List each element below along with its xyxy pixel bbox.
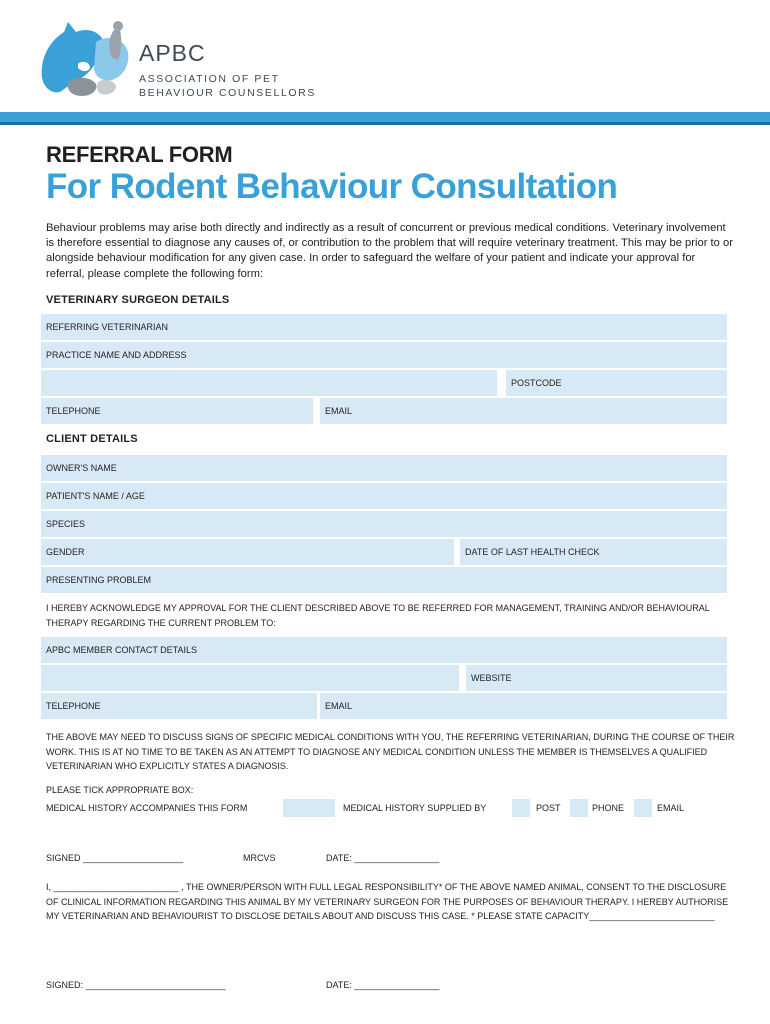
- presenting-problem-field[interactable]: PRESENTING PROBLEM: [41, 567, 727, 593]
- practice-address-field[interactable]: PRACTICE NAME AND ADDRESS: [41, 342, 727, 368]
- email-label: EMAIL: [657, 803, 685, 813]
- vet-email-field[interactable]: EMAIL: [320, 398, 727, 424]
- phone-label: PHONE: [592, 803, 625, 813]
- post-checkbox[interactable]: [512, 799, 530, 817]
- referring-vet-field[interactable]: REFERRING VETERINARIAN: [41, 314, 727, 340]
- member-contact-field[interactable]: APBC MEMBER CONTACT DETAILS: [41, 637, 727, 663]
- member-telephone-field[interactable]: TELEPHONE: [41, 693, 317, 719]
- phone-checkbox[interactable]: [570, 799, 588, 817]
- email-checkbox[interactable]: [634, 799, 652, 817]
- vet-signature-line[interactable]: SIGNED ____________________: [46, 853, 184, 863]
- history-accompanies-checkbox[interactable]: [283, 799, 335, 817]
- owner-name-field[interactable]: OWNER'S NAME: [41, 455, 727, 481]
- org-name: [139, 72, 316, 100]
- gender-field[interactable]: GENDER: [41, 539, 454, 565]
- tick-instruction: PLEASE TICK APPROPRIATE BOX:: [46, 785, 194, 795]
- postcode-field[interactable]: POSTCODE: [506, 370, 727, 396]
- member-contact-field-line-2[interactable]: [41, 665, 459, 691]
- history-accompanies-label: MEDICAL HISTORY ACCOMPANIES THIS FORM: [46, 803, 248, 813]
- vet-section-heading: VETERINARY SURGEON DETAILS: [46, 294, 230, 306]
- patient-name-age-field[interactable]: PATIENT'S NAME / AGE: [41, 483, 727, 509]
- owner-consent-text: I, _________________________ , THE OWNER/PERSON WITH FULL LEGAL RESPONSIBILITY* OF THE ABOVE NAMED ANIMAL, CONSENT TO THE DISCLOSURE OF CLINICAL INFORMATION REGARDING THIS ANIMAL BY MY VETERINARY SURGEON FOR THE PURPOSES OF BEHAVIOUR THERAPY. I HEREBY AUTHORISE MY VETERINARIAN AND BEHAVIOURIST TO DISCLOSE DETAILS ABOUT AND DISCUSS THIS CASE. * PLEASE STATE CAPACITY_________________________: [46, 882, 729, 921]
- form-title: REFERRAL FORM: [46, 142, 233, 167]
- owner-signature-line[interactable]: SIGNED: ____________________________: [46, 980, 226, 990]
- post-label: POST: [536, 803, 561, 813]
- vet-telephone-field[interactable]: TELEPHONE: [41, 398, 313, 424]
- owner-signature-date[interactable]: DATE: _________________: [326, 980, 440, 990]
- header-divider-bar: [0, 112, 770, 125]
- org-name-line-2: BEHAVIOUR COUNSELLORS: [139, 87, 316, 99]
- vet-signature-date[interactable]: DATE: _________________: [326, 853, 440, 863]
- org-name-line-1: ASSOCIATION OF PET: [139, 73, 280, 85]
- disclaimer-text: THE ABOVE MAY NEED TO DISCUSS SIGNS OF SPECIFIC MEDICAL CONDITIONS WITH YOU, THE REFERRING VETERINARIAN, DURING THE COURSE OF THEIR WORK. THIS IS AT NO TIME TO BE TAKEN AS AN ATTEMPT TO DIAGNOSE ANY MEDICAL CONDITION UNLESS THE MEMBER IS THEMSELVES A QUALIFIED VETERINARIAN WHO EXPLICITLY STATES A DIAGNOSIS.: [46, 732, 735, 771]
- acknowledgement-text: I HEREBY ACKNOWLEDGE MY APPROVAL FOR THE CLIENT DESCRIBED ABOVE TO BE REFERRED FOR MANAGEMENT, TRAINING AND/OR BEHAVIOURAL THERAPY REGARDING THE CURRENT PROBLEM TO:: [46, 603, 710, 628]
- last-health-check-field[interactable]: DATE OF LAST HEALTH CHECK: [460, 539, 727, 565]
- history-supplied-by-label: MEDICAL HISTORY SUPPLIED BY: [343, 803, 487, 813]
- org-abbreviation: APBC: [139, 40, 206, 66]
- client-section-heading: CLIENT DETAILS: [46, 433, 138, 445]
- form-subtitle: For Rodent Behaviour Consultation: [46, 167, 618, 206]
- member-website-field[interactable]: WEBSITE: [466, 665, 727, 691]
- pet-silhouettes-logo-icon: [38, 20, 130, 98]
- species-field[interactable]: SPECIES: [41, 511, 727, 537]
- practice-address-field-line-2[interactable]: [41, 370, 497, 396]
- intro-paragraph: Behaviour problems may arise both directly and indirectly as a result of concurrent or previous medical conditions. Veterinary involvement is therefore essential to diagnose any causes of, or contribution to the problem that will require veterinary treatment. This may be prior to or alongside behaviour modification for any given case. In order to safeguard the welfare of your patient and indicate your approval for referral, please complete the following form:: [46, 222, 733, 280]
- member-email-field[interactable]: EMAIL: [320, 693, 727, 719]
- mrcvs-label: MRCVS: [243, 853, 276, 863]
